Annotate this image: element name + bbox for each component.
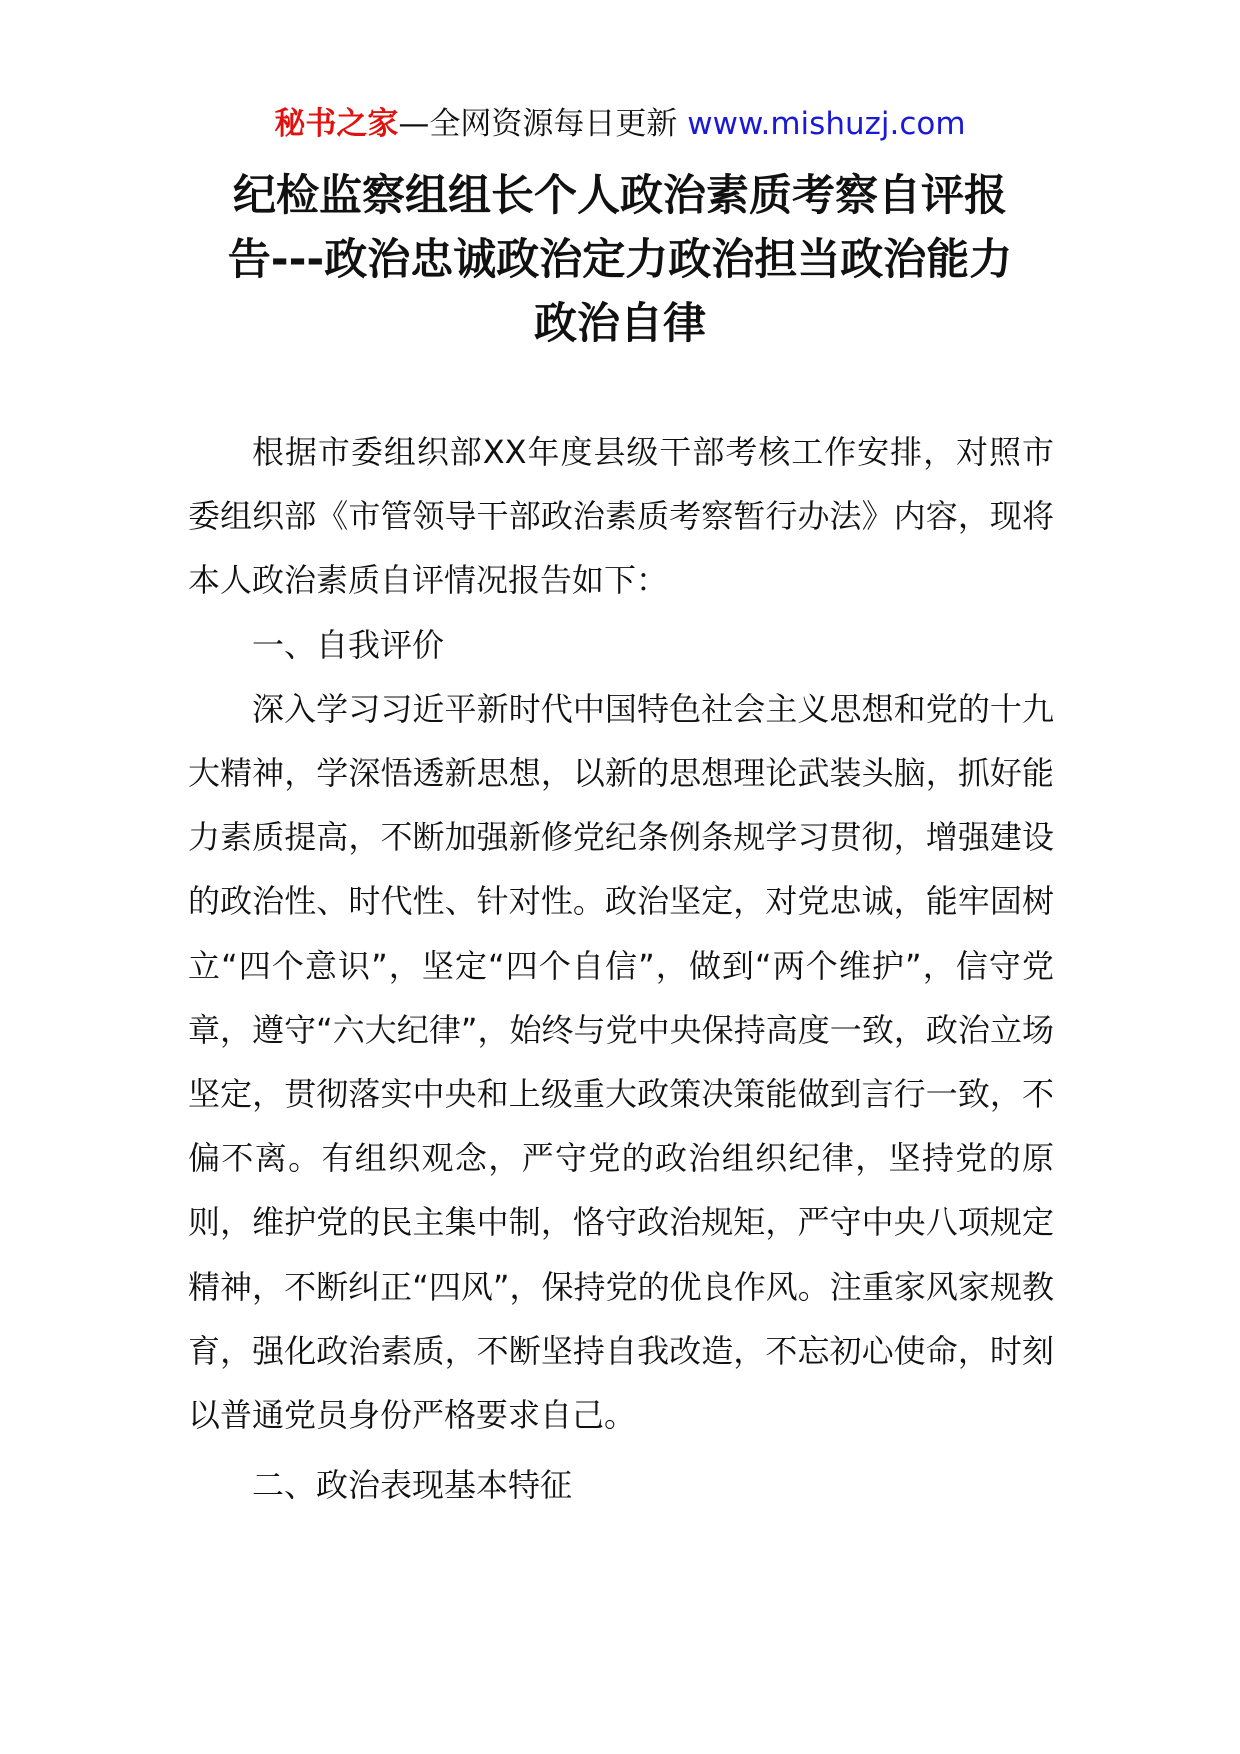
title-line: 告---政治忠诚政治定力政治担当政治能力: [227, 235, 1013, 285]
site-header: [0, 100, 1240, 148]
site-url-link[interactable]: www.mishuzj.com: [687, 106, 966, 142]
self-evaluation-paragraph: 深入学习习近平新时代中国特色社会主义思想和党的十九大精神，学深悟透新思想，以新的思想理论武装头脑，抓好能力素质提高，不断加强新修党纪条例条规学习贯彻，增强建设的政治性、时代性、针对性。政治坚定，对党忠诚，能牢固树立“四个意识”，坚定“四个自信”，做到“两个维护”，信守党章，遵守“六大纪律”，始终与党中央保持高度一致，政治立场坚定，贯彻落实中央和上级重大政策决策能做到言行一致，不偏不离。有组织观念，严守党的政治组织纪律，坚持党的原则，维护党的民主集中制，恪守政治规矩，严守中央八项规定精神，不断纠正“四风”，保持党的优良作风。注重家风家规教育，强化政治素质，不断坚持自我改造，不忘初心使命，时刻以普通党员身份严格要求自己。: [188, 689, 1054, 1435]
intro-paragraph: 根据市委组织部XX年度县级干部考核工作安排，对照市委组织部《市管领导干部政治素质考察暂行办法》内容，现将本人政治素质自评情况报告如下：: [188, 433, 1054, 600]
title-line: 纪检监察组组长个人政治素质考察自评报: [233, 171, 1007, 221]
title-line: 政治自律: [534, 299, 706, 349]
document-body: [188, 420, 1054, 1517]
section-heading-political-performance: 二、政治表现基本特征: [252, 1466, 573, 1505]
document-title: [190, 164, 1050, 356]
section-heading-self-evaluation: 一、自我评价: [252, 625, 445, 664]
site-brand: 秘书之家: [274, 106, 399, 142]
site-tagline: —全网资源每日更新: [398, 106, 678, 142]
